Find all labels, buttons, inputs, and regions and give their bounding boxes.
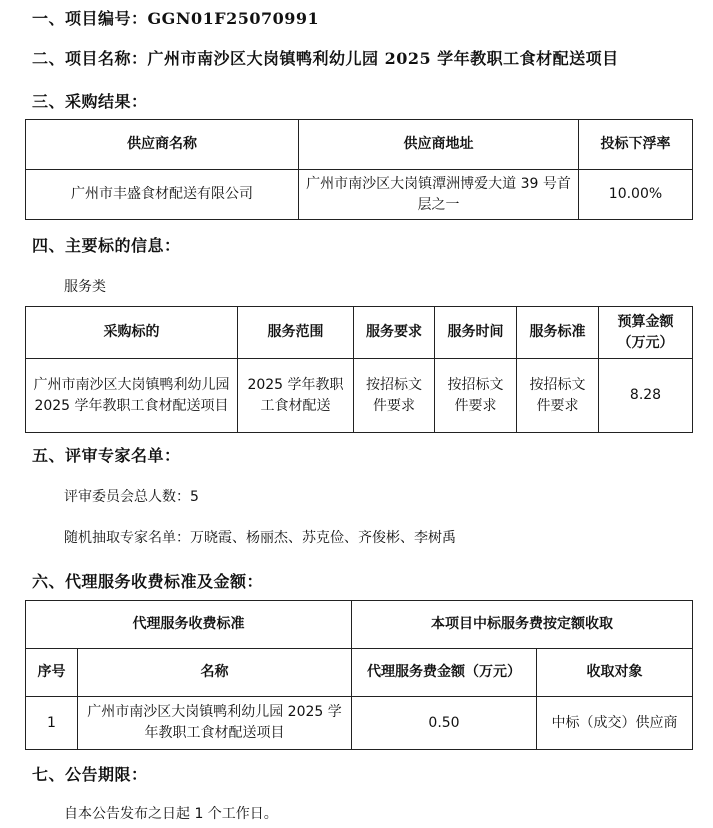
section-expert-list: 五、评审专家名单： <box>32 446 181 465</box>
subject-table <box>25 306 693 433</box>
expert-names: 随机抽取专家名单：万晓霞、杨丽杰、苏克俭、齐俊彬、李树禹 <box>64 530 456 546</box>
section-announcement-period: 七、公告期限： <box>32 765 148 784</box>
header-service-requirement: 服务要求 <box>354 307 435 359</box>
section-project-name: 二、项目名称：广州市南沙区大岗镇鸭利幼儿园 2025 学年教职工食材配送项目 <box>32 49 619 68</box>
section-procurement-result: 三、采购结果： <box>32 92 148 111</box>
header-index: 序号 <box>26 649 78 697</box>
subject-category: 服务类 <box>64 279 106 295</box>
section-project-number: 一、项目编号：GGN01F25070991 <box>32 9 320 28</box>
header-fee-rule: 本项目中标服务费按定额收取 <box>352 601 693 649</box>
header-fee-standard: 代理服务收费标准 <box>26 601 352 649</box>
cell-fee-amount: 0.50 <box>352 697 537 750</box>
cell-service-standard: 按招标文件要求 <box>517 359 599 433</box>
header-fee-amount: 代理服务费金额（万元） <box>352 649 537 697</box>
cell-service-time: 按招标文件要求 <box>435 359 517 433</box>
header-service-time: 服务时间 <box>435 307 517 359</box>
cell-fee-name: 广州市南沙区大岗镇鸭利幼儿园 2025 学年教职工食材配送项目 <box>78 697 352 750</box>
cell-index: 1 <box>26 697 78 750</box>
header-service-scope: 服务范围 <box>238 307 354 359</box>
result-table <box>25 119 693 220</box>
announcement-period-text: 自本公告发布之日起 1 个工作日。 <box>64 806 278 822</box>
header-bid-rate: 投标下浮率 <box>579 120 693 170</box>
cell-supplier-address: 广州市南沙区大岗镇潭洲博爱大道 39 号首层之一 <box>299 170 579 220</box>
section-main-subject: 四、主要标的信息： <box>32 236 181 255</box>
header-subject: 采购标的 <box>26 307 238 359</box>
section-agency-fee: 六、代理服务收费标准及金额： <box>32 572 264 591</box>
cell-service-scope: 2025 学年教职工食材配送 <box>238 359 354 433</box>
cell-subject: 广州市南沙区大岗镇鸭利幼儿园 2025 学年教职工食材配送项目 <box>26 359 238 433</box>
expert-count: 评审委员会总人数：5 <box>64 489 199 505</box>
header-service-standard: 服务标准 <box>517 307 599 359</box>
cell-fee-payer: 中标（成交）供应商 <box>537 697 693 750</box>
header-supplier-address: 供应商地址 <box>299 120 579 170</box>
cell-service-requirement: 按招标文件要求 <box>354 359 435 433</box>
fee-table <box>25 600 693 750</box>
header-budget: 预算金额（万元） <box>599 307 693 359</box>
header-supplier-name: 供应商名称 <box>26 120 299 170</box>
header-fee-name: 名称 <box>78 649 352 697</box>
header-fee-payer: 收取对象 <box>537 649 693 697</box>
cell-bid-rate: 10.00% <box>579 170 693 220</box>
cell-supplier-name: 广州市丰盛食材配送有限公司 <box>26 170 299 220</box>
cell-budget: 8.28 <box>599 359 693 433</box>
